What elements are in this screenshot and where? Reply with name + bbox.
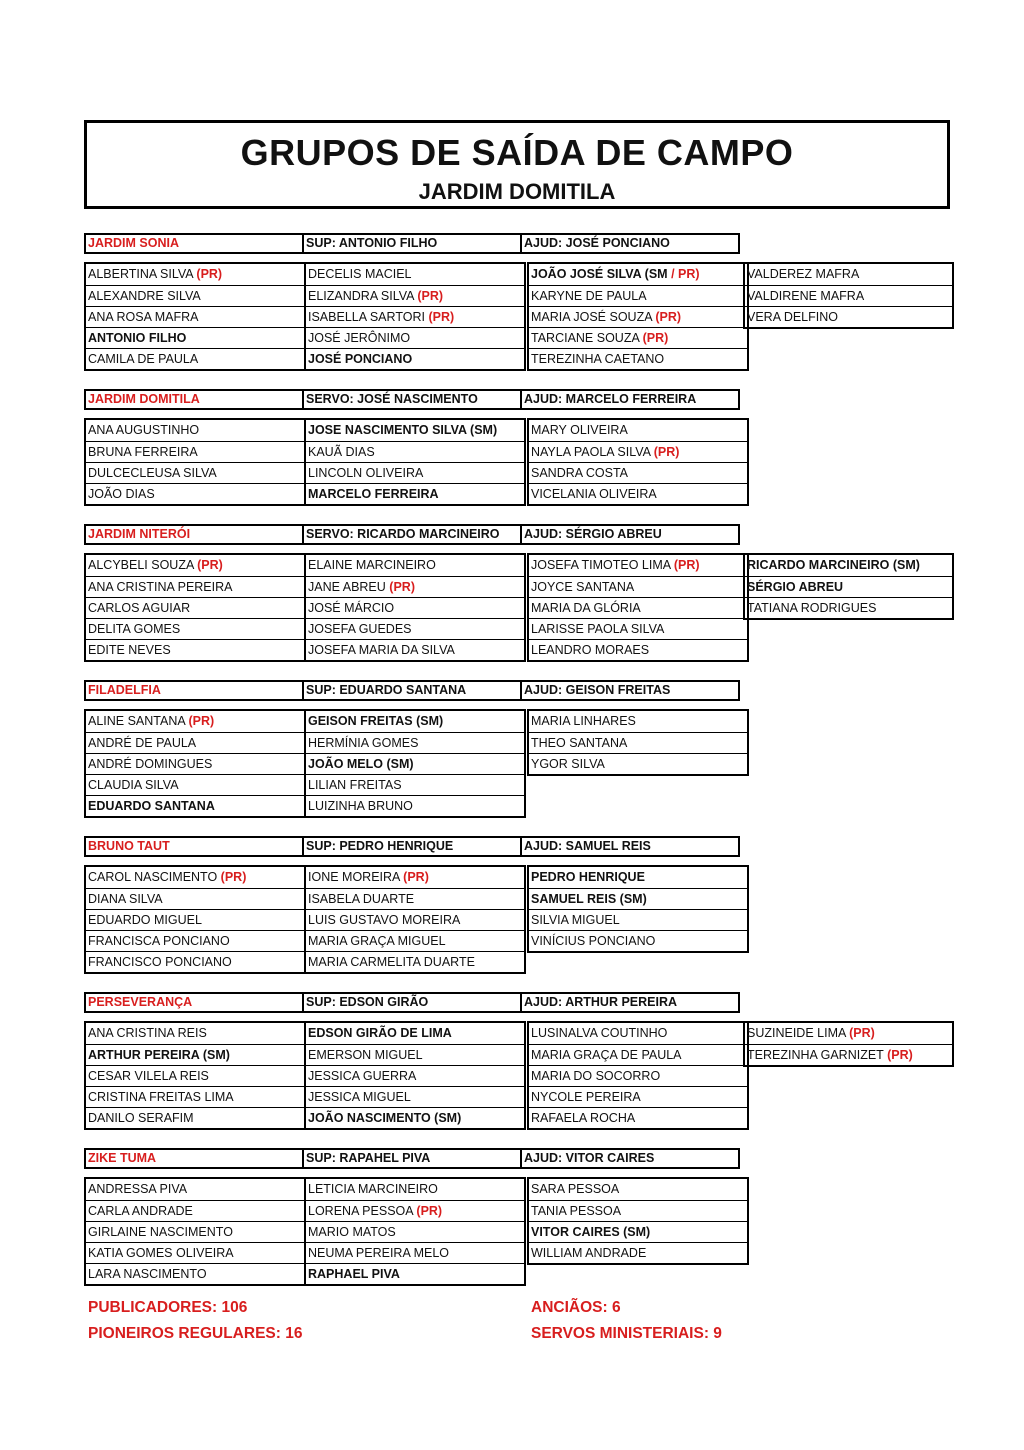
member-name: MARIA CARMELITA DUARTE xyxy=(308,955,475,969)
member-cell xyxy=(86,1221,304,1242)
member-column xyxy=(84,418,306,506)
group-block xyxy=(84,389,954,501)
member-name: CARLOS AGUIAR xyxy=(88,601,191,615)
member-cell xyxy=(745,555,952,576)
member-name: CESAR VILELA REIS xyxy=(88,1069,209,1083)
member-name: JOSÉ MÁRCIO xyxy=(308,601,395,615)
member-name: CAROL NASCIMENTO xyxy=(88,870,218,884)
member-cell xyxy=(306,639,524,660)
group-block xyxy=(84,836,954,969)
member-column xyxy=(84,1177,306,1286)
member-cell xyxy=(529,462,747,483)
member-cell xyxy=(86,930,304,951)
member-cell xyxy=(306,711,524,732)
member-cell xyxy=(306,951,524,972)
member-column xyxy=(84,262,306,371)
member-cell xyxy=(86,1023,304,1044)
member-cell xyxy=(86,306,304,327)
member-name: RICARDO MARCINEIRO (SM) xyxy=(747,558,920,572)
group-header xyxy=(84,992,954,1013)
member-name: JOSE NASCIMENTO SILVA (SM) xyxy=(308,423,498,437)
member-name: MARIA GRAÇA MIGUEL xyxy=(308,934,446,948)
group-block xyxy=(84,680,954,813)
member-cell xyxy=(86,639,304,660)
pioneer-tag: (PR) xyxy=(642,331,669,345)
member-name: JOSEFA GUEDES xyxy=(308,622,412,636)
member-cell xyxy=(86,285,304,306)
group-leader: SERVO: RICARDO MARCINEIRO xyxy=(302,524,522,545)
member-name: EDUARDO SANTANA xyxy=(88,799,215,813)
member-cell xyxy=(306,597,524,618)
member-column xyxy=(527,1177,749,1265)
member-name: CARLA ANDRADE xyxy=(88,1204,193,1218)
member-cell xyxy=(529,597,747,618)
member-name: LORENA PESSOA xyxy=(308,1204,413,1218)
member-name: JESSICA GUERRA xyxy=(308,1069,417,1083)
member-name: KAUÃ DIAS xyxy=(308,445,375,459)
member-name: ANDRÉ DE PAULA xyxy=(88,736,197,750)
member-name: ELIZANDRA SILVA xyxy=(308,289,414,303)
member-name: JOSÉ PONCIANO xyxy=(308,352,413,366)
member-cell xyxy=(529,306,747,327)
pioneer-tag: (PR) xyxy=(416,1204,443,1218)
member-column xyxy=(84,553,306,662)
member-name: JESSICA MIGUEL xyxy=(308,1090,411,1104)
member-column xyxy=(527,865,749,953)
member-name: YGOR SILVA xyxy=(531,757,605,771)
member-name: MARIO MATOS xyxy=(308,1225,396,1239)
pioneer-tag: (PR) xyxy=(417,289,444,303)
summary-servos: SERVOS MINISTERIAIS: 9 xyxy=(531,1325,722,1342)
member-cell xyxy=(86,1179,304,1200)
group-header xyxy=(84,389,954,410)
member-cell xyxy=(306,327,524,348)
member-name: NYCOLE PEREIRA xyxy=(531,1090,641,1104)
member-cell xyxy=(86,420,304,441)
member-cell xyxy=(529,264,747,285)
title-box xyxy=(84,120,950,209)
group-header xyxy=(84,1148,954,1169)
member-cell xyxy=(529,1179,747,1200)
member-name: JOÃO DIAS xyxy=(88,487,155,501)
group-block xyxy=(84,992,954,1125)
member-name: VITOR CAIRES (SM) xyxy=(531,1225,651,1239)
member-cell xyxy=(306,1044,524,1065)
member-name: CLAUDIA SILVA xyxy=(88,778,179,792)
group-block xyxy=(84,233,954,366)
member-name: JOSEFA TIMOTEO LIMA xyxy=(531,558,671,572)
member-name: LUIZINHA BRUNO xyxy=(308,799,413,813)
member-name: FRANCISCO PONCIANO xyxy=(88,955,232,969)
member-cell xyxy=(529,420,747,441)
member-cell xyxy=(86,597,304,618)
member-name: IONE MOREIRA xyxy=(308,870,400,884)
member-cell xyxy=(529,753,747,774)
summary-pioneiros: PIONEIROS REGULARES: 16 xyxy=(88,1325,303,1342)
member-name: ARTHUR PEREIRA (SM) xyxy=(88,1048,230,1062)
member-name: JOYCE SANTANA xyxy=(531,580,635,594)
group-name: FILADELFIA xyxy=(84,680,304,701)
member-cell xyxy=(529,348,747,369)
pioneer-tag: (PR) xyxy=(655,310,682,324)
member-cell xyxy=(306,867,524,888)
pioneer-tag: (PR) xyxy=(220,870,247,884)
member-name: ANDRESSA PIVA xyxy=(88,1182,188,1196)
member-cell xyxy=(745,576,952,597)
member-column xyxy=(743,1021,954,1067)
member-cell xyxy=(86,909,304,930)
member-name: EDUARDO MIGUEL xyxy=(88,913,202,927)
member-name: VALDIRENE MAFRA xyxy=(747,289,865,303)
pioneer-tag: (PR) xyxy=(197,558,223,572)
member-cell xyxy=(86,618,304,639)
member-name: VICELANIA OLIVEIRA xyxy=(531,487,657,501)
member-name: ISABELA DUARTE xyxy=(308,892,415,906)
member-name: JOÃO NASCIMENTO (SM) xyxy=(308,1111,462,1125)
member-cell xyxy=(86,711,304,732)
pioneer-tag: (PR) xyxy=(673,558,700,572)
group-leader: SERVO: JOSÉ NASCIMENTO xyxy=(302,389,522,410)
member-cell xyxy=(306,348,524,369)
group-leader: SUP: EDUARDO SANTANA xyxy=(302,680,522,701)
member-name: VERA DELFINO xyxy=(747,310,838,324)
member-name: EDSON GIRÃO DE LIMA xyxy=(308,1026,452,1040)
member-cell xyxy=(86,1242,304,1263)
group-assistant: AJUD: SAMUEL REIS xyxy=(520,836,740,857)
member-cell xyxy=(306,1065,524,1086)
member-cell xyxy=(86,888,304,909)
member-name: MARIA JOSÉ SOUZA xyxy=(531,310,652,324)
member-column xyxy=(527,1021,749,1130)
group-assistant: AJUD: MARCELO FERREIRA xyxy=(520,389,740,410)
member-name: TARCIANE SOUZA xyxy=(531,331,640,345)
member-cell xyxy=(86,1065,304,1086)
member-name: LUIS GUSTAVO MOREIRA xyxy=(308,913,461,927)
member-column xyxy=(304,709,526,818)
member-cell xyxy=(306,483,524,504)
member-name: GEISON FREITAS (SM) xyxy=(308,714,444,728)
member-name: MARIA LINHARES xyxy=(531,714,636,728)
member-cell xyxy=(745,306,952,327)
member-name: ANA CRISTINA REIS xyxy=(88,1026,207,1040)
member-cell xyxy=(529,1065,747,1086)
member-cell xyxy=(306,888,524,909)
pioneer-tag: (PR) xyxy=(403,870,429,884)
member-cell xyxy=(306,1179,524,1200)
member-cell xyxy=(306,909,524,930)
member-cell xyxy=(86,867,304,888)
page-subtitle: JARDIM DOMITILA xyxy=(418,179,616,204)
member-cell xyxy=(306,1221,524,1242)
member-cell xyxy=(86,441,304,462)
member-cell xyxy=(306,306,524,327)
member-cell xyxy=(529,285,747,306)
member-name: SANDRA COSTA xyxy=(531,466,629,480)
member-name: WILLIAM ANDRADE xyxy=(531,1246,647,1260)
summary-publicadores: PUBLICADORES: 106 xyxy=(88,1299,248,1316)
member-name: TANIA PESSOA xyxy=(531,1204,622,1218)
member-name: THEO SANTANA xyxy=(531,736,628,750)
member-cell xyxy=(306,555,524,576)
member-cell xyxy=(745,1023,952,1044)
member-name: TEREZINHA GARNIZET xyxy=(747,1048,884,1062)
member-cell xyxy=(529,732,747,753)
member-name: ALEXANDRE SILVA xyxy=(88,289,201,303)
member-cell xyxy=(86,483,304,504)
member-cell xyxy=(529,888,747,909)
member-cell xyxy=(86,951,304,972)
member-cell xyxy=(529,1242,747,1263)
member-cell xyxy=(529,1044,747,1065)
member-name: LARA NASCIMENTO xyxy=(88,1267,207,1281)
member-column xyxy=(527,709,749,776)
member-name: MARY OLIVEIRA xyxy=(531,423,628,437)
member-cell xyxy=(306,1023,524,1044)
member-cell xyxy=(86,462,304,483)
group-leader: SUP: ANTONIO FILHO xyxy=(302,233,522,254)
member-cell xyxy=(529,1221,747,1242)
member-cell xyxy=(529,483,747,504)
group-assistant: AJUD: ARTHUR PEREIRA xyxy=(520,992,740,1013)
member-cell xyxy=(306,795,524,816)
member-column xyxy=(743,553,954,620)
member-name: JOÃO MELO (SM) xyxy=(308,757,414,771)
member-column xyxy=(743,262,954,329)
member-name: HERMÍNIA GOMES xyxy=(308,736,419,750)
member-column xyxy=(84,865,306,974)
member-column xyxy=(527,553,749,662)
member-cell xyxy=(306,1242,524,1263)
member-cell xyxy=(86,348,304,369)
member-cell xyxy=(306,732,524,753)
member-cell xyxy=(306,1107,524,1128)
member-name: RAFAELA ROCHA xyxy=(531,1111,636,1125)
member-cell xyxy=(86,1044,304,1065)
member-name: LILIAN FREITAS xyxy=(308,778,402,792)
member-name: ALCYBELI SOUZA xyxy=(88,558,194,572)
group-header xyxy=(84,524,954,545)
member-name: TEREZINHA CAETANO xyxy=(531,352,665,366)
pioneer-tag: (PR) xyxy=(389,580,415,594)
member-name: ANDRÉ DOMINGUES xyxy=(88,757,213,771)
member-cell xyxy=(529,1107,747,1128)
member-name: EMERSON MIGUEL xyxy=(308,1048,423,1062)
member-cell xyxy=(86,327,304,348)
member-cell xyxy=(529,618,747,639)
member-name: DELITA GOMES xyxy=(88,622,181,636)
pioneer-tag: (PR) xyxy=(849,1026,875,1040)
member-name: SILVIA MIGUEL xyxy=(531,913,620,927)
member-cell xyxy=(529,639,747,660)
member-cell xyxy=(529,909,747,930)
member-name: CAMILA DE PAULA xyxy=(88,352,199,366)
member-column xyxy=(304,418,526,506)
member-name: ANTONIO FILHO xyxy=(88,331,187,345)
pioneer-tag: (PR) xyxy=(653,445,680,459)
member-cell xyxy=(306,774,524,795)
member-name: KATIA GOMES OLIVEIRA xyxy=(88,1246,234,1260)
member-cell xyxy=(86,1086,304,1107)
member-name: DIANA SILVA xyxy=(88,892,163,906)
member-cell xyxy=(529,1023,747,1044)
member-name: SARA PESSOA xyxy=(531,1182,620,1196)
member-column xyxy=(527,418,749,506)
member-name: LINCOLN OLIVEIRA xyxy=(308,466,424,480)
member-column xyxy=(84,709,306,818)
member-column xyxy=(527,262,749,371)
member-name: VALDEREZ MAFRA xyxy=(747,267,860,281)
group-name: JARDIM NITERÓI xyxy=(84,524,304,545)
member-name: EDITE NEVES xyxy=(88,643,171,657)
member-name: SÉRGIO ABREU xyxy=(747,580,844,594)
group-name: JARDIM SONIA xyxy=(84,233,304,254)
member-cell xyxy=(745,264,952,285)
member-name: ANA CRISTINA PEREIRA xyxy=(88,580,233,594)
member-name: ANA ROSA MAFRA xyxy=(88,310,199,324)
member-cell xyxy=(86,795,304,816)
member-name: SAMUEL REIS (SM) xyxy=(531,892,647,906)
group-assistant: AJUD: GEISON FREITAS xyxy=(520,680,740,701)
member-column xyxy=(304,262,526,371)
member-name: ELAINE MARCINEIRO xyxy=(308,558,436,572)
member-cell xyxy=(529,441,747,462)
member-cell xyxy=(529,327,747,348)
member-cell xyxy=(306,930,524,951)
group-leader: SUP: EDSON GIRÃO xyxy=(302,992,522,1013)
group-leader: SUP: RAPAHEL PIVA xyxy=(302,1148,522,1169)
member-name: MARIA DO SOCORRO xyxy=(531,1069,661,1083)
member-name: MARIA DA GLÓRIA xyxy=(531,601,641,615)
member-cell xyxy=(306,420,524,441)
member-name: JOSEFA MARIA DA SILVA xyxy=(308,643,455,657)
member-cell xyxy=(86,774,304,795)
member-cell xyxy=(306,264,524,285)
member-cell xyxy=(529,711,747,732)
member-name: LARISSE PAOLA SILVA xyxy=(531,622,665,636)
member-cell xyxy=(86,753,304,774)
page-title: GRUPOS DE SAÍDA DE CAMPO xyxy=(240,132,794,173)
member-name: JOÃO JOSÉ SILVA (SM xyxy=(531,267,668,281)
member-name: ALBERTINA SILVA xyxy=(88,267,193,281)
pioneer-tag: (PR) xyxy=(188,714,215,728)
group-name: BRUNO TAUT xyxy=(84,836,304,857)
member-name: CRISTINA FREITAS LIMA xyxy=(88,1090,234,1104)
summary-ancioes: ANCIÃOS: 6 xyxy=(531,1299,621,1316)
member-name: JOSÉ JERÔNIMO xyxy=(308,331,411,345)
member-name: LETICIA MARCINEIRO xyxy=(308,1182,438,1196)
member-name: DULCECLEUSA SILVA xyxy=(88,466,217,480)
member-cell xyxy=(529,1086,747,1107)
group-header xyxy=(84,680,954,701)
member-cell xyxy=(306,1086,524,1107)
member-name: KARYNE DE PAULA xyxy=(531,289,647,303)
member-column xyxy=(304,865,526,974)
pioneer-tag: (PR) xyxy=(887,1048,913,1062)
member-cell xyxy=(86,555,304,576)
member-name: DANILO SERAFIM xyxy=(88,1111,194,1125)
member-name: ANA AUGUSTINHO xyxy=(88,423,200,437)
member-cell xyxy=(306,285,524,306)
member-name: TATIANA RODRIGUES xyxy=(747,601,877,615)
member-cell xyxy=(306,1263,524,1284)
member-cell xyxy=(86,732,304,753)
member-cell xyxy=(86,1263,304,1284)
member-name: MARIA GRAÇA DE PAULA xyxy=(531,1048,682,1062)
member-cell xyxy=(529,576,747,597)
member-name: LEANDRO MORAES xyxy=(531,643,650,657)
member-name: PEDRO HENRIQUE xyxy=(531,870,645,884)
group-block xyxy=(84,524,954,657)
group-assistant: AJUD: JOSÉ PONCIANO xyxy=(520,233,740,254)
group-assistant: AJUD: VITOR CAIRES xyxy=(520,1148,740,1169)
member-cell xyxy=(529,555,747,576)
member-cell xyxy=(529,930,747,951)
member-column xyxy=(304,1177,526,1286)
member-cell xyxy=(529,867,747,888)
member-name: MARCELO FERREIRA xyxy=(308,487,439,501)
pioneer-tag: (PR) xyxy=(428,310,455,324)
group-name: PERSEVERANÇA xyxy=(84,992,304,1013)
member-name: BRUNA FERREIRA xyxy=(88,445,198,459)
member-cell xyxy=(745,285,952,306)
member-cell xyxy=(86,576,304,597)
member-cell xyxy=(86,264,304,285)
member-cell xyxy=(306,753,524,774)
member-cell xyxy=(306,576,524,597)
member-name: LUSINALVA COUTINHO xyxy=(531,1026,668,1040)
member-name: RAPHAEL PIVA xyxy=(308,1267,400,1281)
member-name: SUZINEIDE LIMA xyxy=(747,1026,846,1040)
member-column xyxy=(84,1021,306,1130)
pioneer-tag: / PR) xyxy=(671,267,700,281)
member-cell xyxy=(745,597,952,618)
member-name: NEUMA PEREIRA MELO xyxy=(308,1246,450,1260)
member-cell xyxy=(306,462,524,483)
pioneer-tag: (PR) xyxy=(196,267,223,281)
member-name: ISABELLA SARTORI xyxy=(308,310,425,324)
member-name: FRANCISCA PONCIANO xyxy=(88,934,230,948)
group-name: JARDIM DOMITILA xyxy=(84,389,304,410)
member-cell xyxy=(745,1044,952,1065)
member-cell xyxy=(306,441,524,462)
member-column xyxy=(304,1021,526,1130)
group-name: ZIKE TUMA xyxy=(84,1148,304,1169)
member-cell xyxy=(529,1200,747,1221)
group-leader: SUP: PEDRO HENRIQUE xyxy=(302,836,522,857)
group-block xyxy=(84,1148,954,1281)
member-cell xyxy=(86,1200,304,1221)
member-name: ALINE SANTANA xyxy=(88,714,186,728)
member-name: NAYLA PAOLA SILVA xyxy=(531,445,651,459)
group-header xyxy=(84,836,954,857)
member-name: VINÍCIUS PONCIANO xyxy=(531,934,656,948)
member-name: GIRLAINE NASCIMENTO xyxy=(88,1225,233,1239)
member-name: JANE ABREU xyxy=(308,580,386,594)
group-header xyxy=(84,233,954,254)
member-cell xyxy=(306,1200,524,1221)
member-cell xyxy=(306,618,524,639)
member-cell xyxy=(86,1107,304,1128)
member-name: DECELIS MACIEL xyxy=(308,267,412,281)
group-assistant: AJUD: SÉRGIO ABREU xyxy=(520,524,740,545)
member-column xyxy=(304,553,526,662)
